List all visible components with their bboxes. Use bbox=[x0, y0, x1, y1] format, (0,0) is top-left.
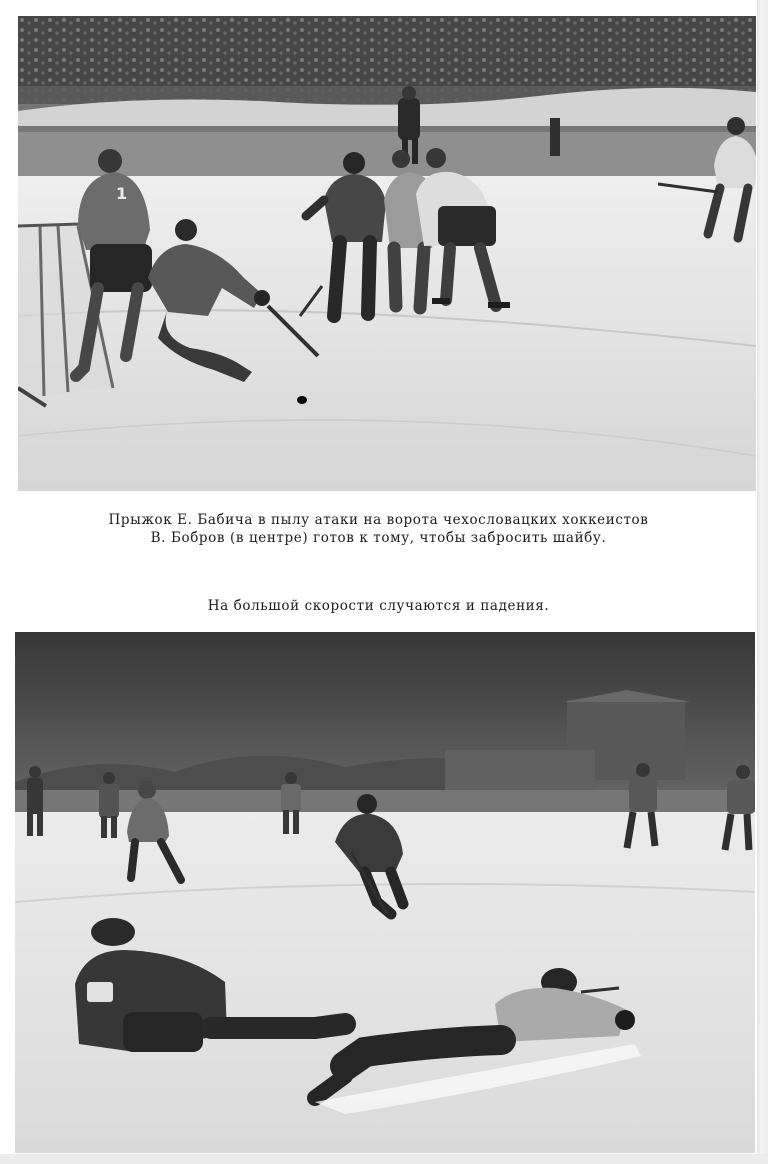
fallen-players-illustration bbox=[15, 632, 755, 1153]
page-edge bbox=[757, 0, 768, 1164]
hockey-goal-attack-illustration bbox=[18, 16, 756, 491]
photo-caption-middle: На большой скорости случаются и падения. bbox=[207, 598, 550, 614]
jersey-number-text: 1 bbox=[116, 184, 128, 203]
hockey-goal-attack-photo bbox=[18, 16, 756, 491]
fallen-players-photo bbox=[15, 632, 755, 1153]
page-bottom-edge bbox=[0, 1154, 768, 1164]
photo-caption-line-1: Прыжок Е. Бабича в пылу атаки на ворота чехословацких хоккеистов bbox=[108, 512, 649, 528]
photo-caption-line-2: В. Бобров (в центре) готов к тому, чтобы забросить шайбу. bbox=[150, 530, 607, 546]
puck bbox=[297, 396, 307, 404]
